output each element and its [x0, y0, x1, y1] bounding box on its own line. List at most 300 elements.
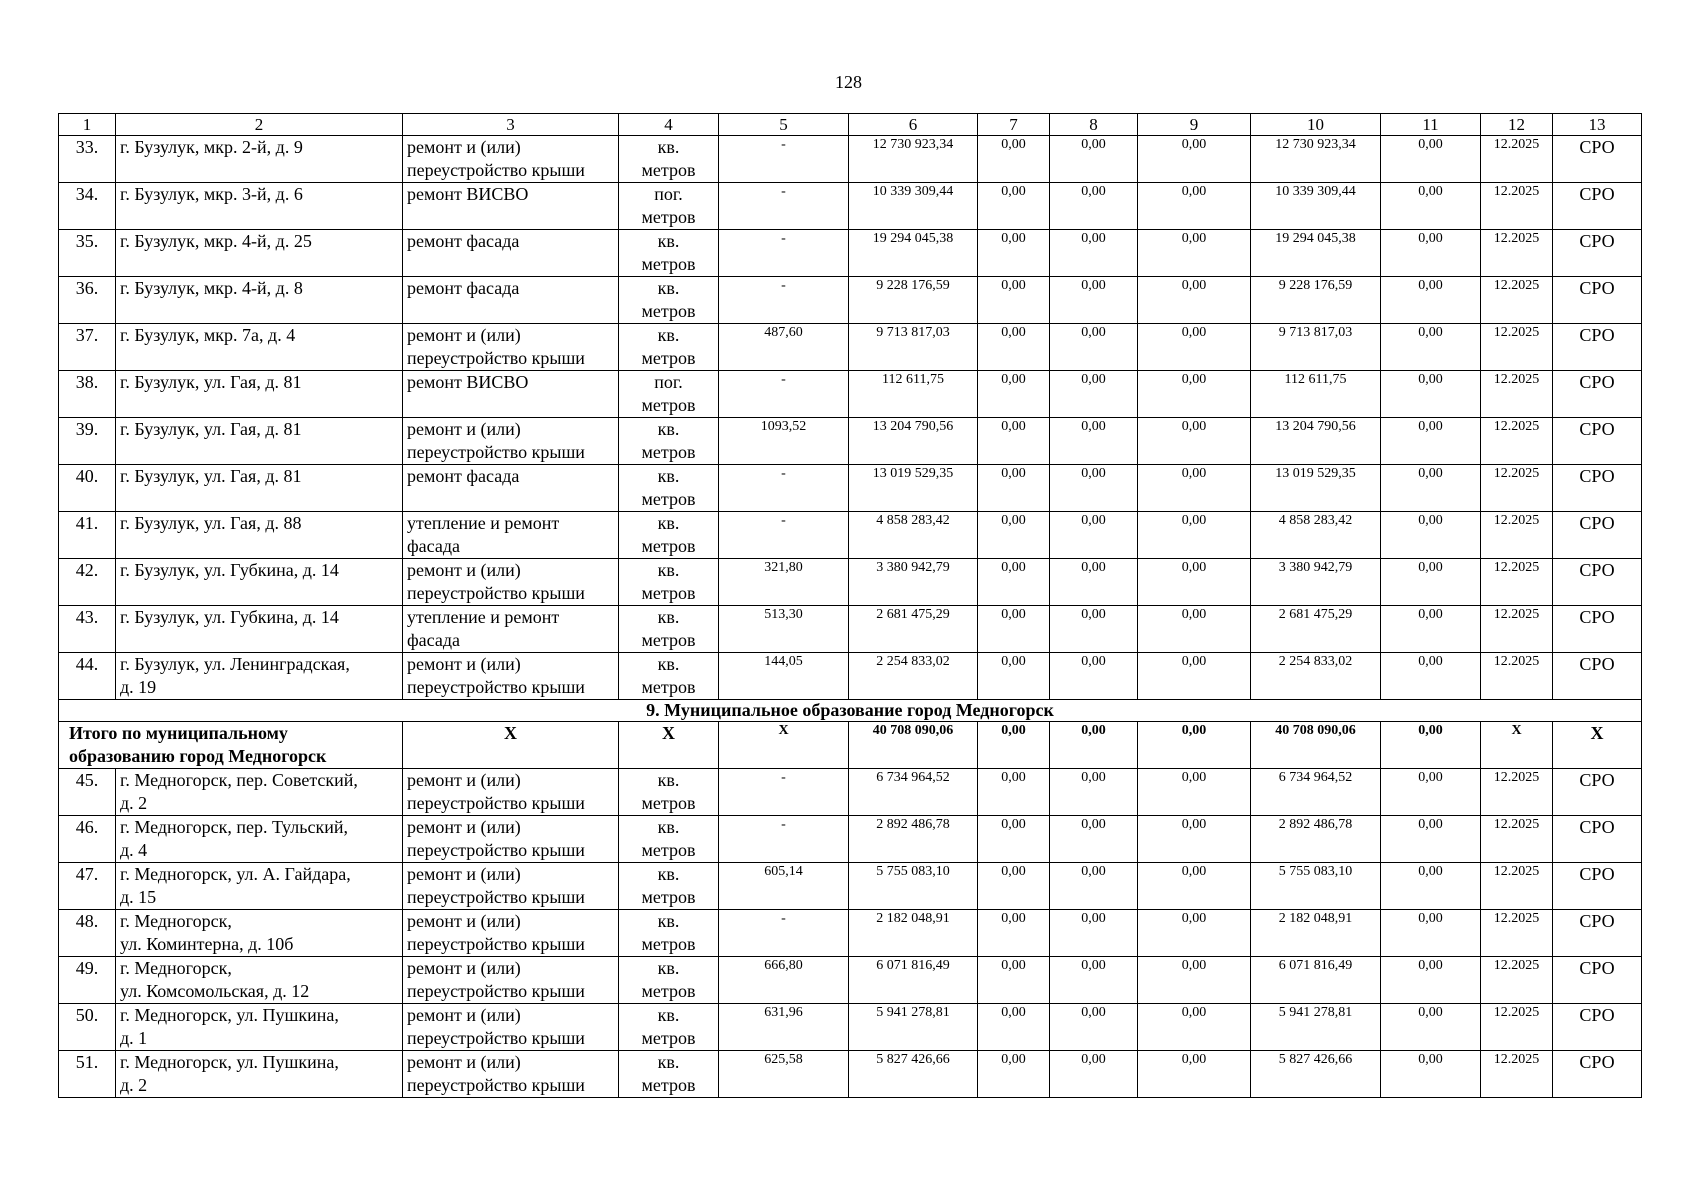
unit-cell-line: метров — [641, 887, 696, 907]
unit-cell-line: кв. — [657, 278, 680, 298]
unit-cell — [619, 1004, 719, 1051]
work-type-cell-line: утепление и ремонт — [407, 513, 560, 533]
value-cell-8: 0,00 — [1050, 512, 1138, 559]
work-type-cell-line: ремонт и (или) — [407, 419, 521, 439]
address-cell-line: д. 2 — [120, 1075, 148, 1095]
table-row — [59, 465, 1642, 512]
value-cell-11: 0,00 — [1381, 371, 1481, 418]
cost-cell: 5 827 426,66 — [849, 1051, 978, 1098]
value-cell-7: 0,00 — [978, 957, 1050, 1004]
value-cell-11: 0,00 — [1381, 465, 1481, 512]
address-cell-line: г. Бузулук, мкр. 4-й, д. 8 — [120, 278, 303, 298]
unit-cell-line: метров — [641, 934, 696, 954]
unit-cell-line: метров — [641, 981, 696, 1001]
area-cell: 513,30 — [719, 606, 849, 653]
unit-cell — [619, 653, 719, 700]
unit-cell-line: метров — [641, 1075, 696, 1095]
date-cell: 12.2025 — [1481, 653, 1553, 700]
area-cell: 144,05 — [719, 653, 849, 700]
unit-cell — [619, 512, 719, 559]
column-header-1: 1 — [59, 114, 116, 136]
value-cell-10: 6 734 964,52 — [1251, 769, 1381, 816]
cost-cell: 19 294 045,38 — [849, 230, 978, 277]
date-cell: 12.2025 — [1481, 816, 1553, 863]
work-type-cell — [403, 371, 619, 418]
address-cell-line: д. 2 — [120, 793, 148, 813]
method-cell: СРО — [1553, 559, 1642, 606]
unit-cell-line: метров — [641, 348, 696, 368]
work-type-cell-line: переустройство крыши — [407, 348, 585, 368]
row-number: 50. — [59, 1004, 116, 1051]
total-col-11: 0,00 — [1381, 722, 1481, 769]
row-number: 41. — [59, 512, 116, 559]
address-cell-line: г. Медногорск, ул. А. Гайдара, — [120, 864, 351, 884]
value-cell-9: 0,00 — [1138, 910, 1251, 957]
work-type-cell-line: фасада — [407, 630, 460, 650]
work-type-cell — [403, 230, 619, 277]
cost-cell: 3 380 942,79 — [849, 559, 978, 606]
unit-cell-line: метров — [641, 840, 696, 860]
value-cell-9: 0,00 — [1138, 816, 1251, 863]
value-cell-7: 0,00 — [978, 136, 1050, 183]
method-cell: СРО — [1553, 183, 1642, 230]
work-type-cell-line: ремонт и (или) — [407, 1005, 521, 1025]
unit-cell — [619, 606, 719, 653]
total-col-12: X — [1481, 722, 1553, 769]
unit-cell-line: метров — [641, 442, 696, 462]
row-number: 36. — [59, 277, 116, 324]
value-cell-7: 0,00 — [978, 512, 1050, 559]
value-cell-8: 0,00 — [1050, 816, 1138, 863]
value-cell-9: 0,00 — [1138, 230, 1251, 277]
area-cell: 605,14 — [719, 863, 849, 910]
work-type-cell-line: ремонт и (или) — [407, 137, 521, 157]
value-cell-8: 0,00 — [1050, 910, 1138, 957]
unit-cell-line: метров — [641, 677, 696, 697]
value-cell-8: 0,00 — [1050, 606, 1138, 653]
table-row — [59, 1051, 1642, 1098]
work-type-cell-line: ремонт и (или) — [407, 560, 521, 580]
value-cell-11: 0,00 — [1381, 324, 1481, 371]
row-number: 38. — [59, 371, 116, 418]
value-cell-8: 0,00 — [1050, 324, 1138, 371]
unit-cell-line: кв. — [657, 864, 680, 884]
work-type-cell-line: ремонт фасада — [407, 466, 520, 486]
unit-cell-line: кв. — [657, 137, 680, 157]
value-cell-9: 0,00 — [1138, 863, 1251, 910]
work-type-cell-line: ремонт фасада — [407, 231, 520, 251]
column-header-7: 7 — [978, 114, 1050, 136]
total-label-line: образованию город Медногорск — [69, 746, 327, 766]
total-col-3: X — [403, 722, 619, 769]
value-cell-9: 0,00 — [1138, 324, 1251, 371]
date-cell: 12.2025 — [1481, 465, 1553, 512]
value-cell-7: 0,00 — [978, 277, 1050, 324]
value-cell-10: 9 713 817,03 — [1251, 324, 1381, 371]
address-cell-line: г. Бузулук, ул. Гая, д. 88 — [120, 513, 302, 533]
column-header-10: 10 — [1251, 114, 1381, 136]
cost-cell: 5 755 083,10 — [849, 863, 978, 910]
value-cell-7: 0,00 — [978, 1051, 1050, 1098]
table-row — [59, 653, 1642, 700]
cost-cell: 13 204 790,56 — [849, 418, 978, 465]
value-cell-7: 0,00 — [978, 816, 1050, 863]
address-cell — [116, 957, 403, 1004]
address-cell — [116, 183, 403, 230]
table-row — [59, 371, 1642, 418]
total-col-5: X — [719, 722, 849, 769]
work-type-cell — [403, 1051, 619, 1098]
value-cell-8: 0,00 — [1050, 1004, 1138, 1051]
work-type-cell-line: ремонт и (или) — [407, 770, 521, 790]
address-cell — [116, 277, 403, 324]
work-type-cell-line: ремонт и (или) — [407, 1052, 521, 1072]
unit-cell-line: метров — [641, 1028, 696, 1048]
unit-cell — [619, 324, 719, 371]
value-cell-10: 2 681 475,29 — [1251, 606, 1381, 653]
table-row — [59, 512, 1642, 559]
table-row — [59, 559, 1642, 606]
value-cell-8: 0,00 — [1050, 371, 1138, 418]
value-cell-7: 0,00 — [978, 418, 1050, 465]
address-cell — [116, 1004, 403, 1051]
cost-cell: 13 019 529,35 — [849, 465, 978, 512]
address-cell — [116, 606, 403, 653]
unit-cell — [619, 230, 719, 277]
table-row — [59, 230, 1642, 277]
column-header-12: 12 — [1481, 114, 1553, 136]
address-cell — [116, 559, 403, 606]
method-cell: СРО — [1553, 769, 1642, 816]
value-cell-9: 0,00 — [1138, 1004, 1251, 1051]
total-col-8: 0,00 — [1050, 722, 1138, 769]
address-cell — [116, 371, 403, 418]
cost-cell: 6 071 816,49 — [849, 957, 978, 1004]
work-type-cell-line: фасада — [407, 536, 460, 556]
value-cell-9: 0,00 — [1138, 136, 1251, 183]
value-cell-9: 0,00 — [1138, 465, 1251, 512]
work-type-cell-line: переустройство крыши — [407, 840, 585, 860]
value-cell-11: 0,00 — [1381, 957, 1481, 1004]
cost-cell: 2 182 048,91 — [849, 910, 978, 957]
unit-cell-line: метров — [641, 583, 696, 603]
work-type-cell-line: утепление и ремонт — [407, 607, 560, 627]
unit-cell-line: метров — [641, 536, 696, 556]
method-cell: СРО — [1553, 371, 1642, 418]
row-number: 45. — [59, 769, 116, 816]
work-type-cell-line: переустройство крыши — [407, 934, 585, 954]
value-cell-10: 12 730 923,34 — [1251, 136, 1381, 183]
value-cell-11: 0,00 — [1381, 769, 1481, 816]
repair-plan-table — [58, 113, 1642, 1098]
work-type-cell-line: переустройство крыши — [407, 1075, 585, 1095]
method-cell: СРО — [1553, 465, 1642, 512]
row-number: 43. — [59, 606, 116, 653]
unit-cell — [619, 371, 719, 418]
value-cell-11: 0,00 — [1381, 653, 1481, 700]
method-cell: СРО — [1553, 606, 1642, 653]
work-type-cell — [403, 863, 619, 910]
total-col-4: X — [619, 722, 719, 769]
unit-cell-line: метров — [641, 160, 696, 180]
row-number: 42. — [59, 559, 116, 606]
table-row — [59, 957, 1642, 1004]
section-title-row — [59, 700, 1642, 722]
work-type-cell — [403, 816, 619, 863]
page-number: 128 — [835, 72, 862, 92]
work-type-cell — [403, 418, 619, 465]
unit-cell — [619, 183, 719, 230]
area-cell: - — [719, 371, 849, 418]
method-cell: СРО — [1553, 816, 1642, 863]
row-number: 35. — [59, 230, 116, 277]
row-number: 47. — [59, 863, 116, 910]
cost-cell: 112 611,75 — [849, 371, 978, 418]
row-number: 34. — [59, 183, 116, 230]
unit-cell — [619, 957, 719, 1004]
address-cell-line: г. Бузулук, ул. Гая, д. 81 — [120, 372, 302, 392]
value-cell-10: 2 254 833,02 — [1251, 653, 1381, 700]
address-cell — [116, 816, 403, 863]
cost-cell: 2 892 486,78 — [849, 816, 978, 863]
address-cell — [116, 512, 403, 559]
value-cell-11: 0,00 — [1381, 183, 1481, 230]
unit-cell-line: кв. — [657, 607, 680, 627]
method-cell: СРО — [1553, 1051, 1642, 1098]
address-cell — [116, 653, 403, 700]
address-cell-line: г. Медногорск, пер. Тульский, — [120, 817, 348, 837]
address-cell-line: ул. Коминтерна, д. 10б — [120, 934, 294, 954]
work-type-cell-line: ремонт и (или) — [407, 654, 521, 674]
address-cell — [116, 136, 403, 183]
method-cell: СРО — [1553, 910, 1642, 957]
date-cell: 12.2025 — [1481, 910, 1553, 957]
row-number: 48. — [59, 910, 116, 957]
area-cell: 321,80 — [719, 559, 849, 606]
value-cell-10: 13 204 790,56 — [1251, 418, 1381, 465]
area-cell: 1093,52 — [719, 418, 849, 465]
value-cell-11: 0,00 — [1381, 512, 1481, 559]
value-cell-7: 0,00 — [978, 863, 1050, 910]
method-cell: СРО — [1553, 230, 1642, 277]
value-cell-8: 0,00 — [1050, 418, 1138, 465]
value-cell-10: 13 019 529,35 — [1251, 465, 1381, 512]
address-cell-line: г. Медногорск, ул. Пушкина, — [120, 1005, 339, 1025]
value-cell-11: 0,00 — [1381, 910, 1481, 957]
unit-cell-line: кв. — [657, 1005, 680, 1025]
table-row — [59, 910, 1642, 957]
unit-cell — [619, 1051, 719, 1098]
date-cell: 12.2025 — [1481, 957, 1553, 1004]
cost-cell: 9 228 176,59 — [849, 277, 978, 324]
value-cell-11: 0,00 — [1381, 230, 1481, 277]
work-type-cell — [403, 1004, 619, 1051]
method-cell: СРО — [1553, 512, 1642, 559]
value-cell-10: 6 071 816,49 — [1251, 957, 1381, 1004]
area-cell: - — [719, 277, 849, 324]
address-cell-line: г. Бузулук, ул. Гая, д. 81 — [120, 419, 302, 439]
work-type-cell — [403, 324, 619, 371]
cost-cell: 6 734 964,52 — [849, 769, 978, 816]
column-header-8: 8 — [1050, 114, 1138, 136]
cost-cell: 4 858 283,42 — [849, 512, 978, 559]
cost-cell: 2 254 833,02 — [849, 653, 978, 700]
address-cell-line: г. Бузулук, ул. Губкина, д. 14 — [120, 560, 339, 580]
work-type-cell-line: ремонт фасада — [407, 278, 520, 298]
value-cell-7: 0,00 — [978, 230, 1050, 277]
value-cell-7: 0,00 — [978, 465, 1050, 512]
row-number: 33. — [59, 136, 116, 183]
work-type-cell — [403, 653, 619, 700]
date-cell: 12.2025 — [1481, 769, 1553, 816]
unit-cell-line: кв. — [657, 560, 680, 580]
address-cell — [116, 418, 403, 465]
work-type-cell — [403, 136, 619, 183]
date-cell: 12.2025 — [1481, 277, 1553, 324]
address-cell-line: г. Бузулук, мкр. 2-й, д. 9 — [120, 137, 303, 157]
address-cell-line: г. Медногорск, — [120, 958, 232, 978]
value-cell-11: 0,00 — [1381, 277, 1481, 324]
value-cell-10: 2 182 048,91 — [1251, 910, 1381, 957]
area-cell: - — [719, 910, 849, 957]
address-cell-line: г. Бузулук, ул. Губкина, д. 14 — [120, 607, 339, 627]
value-cell-7: 0,00 — [978, 371, 1050, 418]
work-type-cell-line: переустройство крыши — [407, 677, 585, 697]
address-cell-line: д. 15 — [120, 887, 157, 907]
unit-cell-line: метров — [641, 395, 696, 415]
value-cell-7: 0,00 — [978, 910, 1050, 957]
date-cell: 12.2025 — [1481, 863, 1553, 910]
address-cell-line: г. Бузулук, мкр. 7а, д. 4 — [120, 325, 296, 345]
value-cell-8: 0,00 — [1050, 136, 1138, 183]
value-cell-7: 0,00 — [978, 1004, 1050, 1051]
date-cell: 12.2025 — [1481, 1051, 1553, 1098]
unit-cell-line: кв. — [657, 419, 680, 439]
value-cell-9: 0,00 — [1138, 371, 1251, 418]
area-cell: - — [719, 230, 849, 277]
work-type-cell-line: переустройство крыши — [407, 160, 585, 180]
unit-cell-line: метров — [641, 301, 696, 321]
unit-cell-line: метров — [641, 207, 696, 227]
total-label — [59, 722, 403, 769]
work-type-cell — [403, 957, 619, 1004]
value-cell-7: 0,00 — [978, 653, 1050, 700]
column-header-13: 13 — [1553, 114, 1642, 136]
address-cell — [116, 863, 403, 910]
value-cell-10: 112 611,75 — [1251, 371, 1381, 418]
value-cell-8: 0,00 — [1050, 1051, 1138, 1098]
area-cell: - — [719, 512, 849, 559]
address-cell — [116, 769, 403, 816]
unit-cell — [619, 418, 719, 465]
cost-cell: 2 681 475,29 — [849, 606, 978, 653]
value-cell-10: 2 892 486,78 — [1251, 816, 1381, 863]
value-cell-8: 0,00 — [1050, 559, 1138, 606]
table-row — [59, 863, 1642, 910]
area-cell: - — [719, 465, 849, 512]
work-type-cell-line: ремонт и (или) — [407, 958, 521, 978]
value-cell-9: 0,00 — [1138, 653, 1251, 700]
value-cell-11: 0,00 — [1381, 816, 1481, 863]
value-cell-8: 0,00 — [1050, 957, 1138, 1004]
work-type-cell-line: переустройство крыши — [407, 442, 585, 462]
method-cell: СРО — [1553, 277, 1642, 324]
unit-cell-line: кв. — [657, 466, 680, 486]
value-cell-11: 0,00 — [1381, 863, 1481, 910]
value-cell-10: 10 339 309,44 — [1251, 183, 1381, 230]
value-cell-9: 0,00 — [1138, 512, 1251, 559]
area-cell: - — [719, 816, 849, 863]
cost-cell: 5 941 278,81 — [849, 1004, 978, 1051]
value-cell-7: 0,00 — [978, 183, 1050, 230]
method-cell: СРО — [1553, 653, 1642, 700]
work-type-cell-line: ремонт и (или) — [407, 864, 521, 884]
total-col-13: X — [1553, 722, 1642, 769]
date-cell: 12.2025 — [1481, 183, 1553, 230]
value-cell-8: 0,00 — [1050, 769, 1138, 816]
row-number: 44. — [59, 653, 116, 700]
value-cell-9: 0,00 — [1138, 183, 1251, 230]
unit-cell-line: кв. — [657, 231, 680, 251]
address-cell-line: д. 1 — [120, 1028, 148, 1048]
value-cell-9: 0,00 — [1138, 606, 1251, 653]
area-cell: - — [719, 183, 849, 230]
unit-cell-line: кв. — [657, 817, 680, 837]
table-row — [59, 136, 1642, 183]
area-cell: - — [719, 136, 849, 183]
column-number-row — [59, 114, 1642, 136]
value-cell-8: 0,00 — [1050, 230, 1138, 277]
value-cell-10: 9 228 176,59 — [1251, 277, 1381, 324]
total-col-10: 40 708 090,06 — [1251, 722, 1381, 769]
work-type-cell — [403, 910, 619, 957]
value-cell-8: 0,00 — [1050, 653, 1138, 700]
row-number: 39. — [59, 418, 116, 465]
unit-cell-line: кв. — [657, 513, 680, 533]
row-number: 46. — [59, 816, 116, 863]
method-cell: СРО — [1553, 957, 1642, 1004]
unit-cell-line: кв. — [657, 654, 680, 674]
unit-cell-line: кв. — [657, 911, 680, 931]
value-cell-11: 0,00 — [1381, 606, 1481, 653]
address-cell-line: г. Бузулук, ул. Ленинградская, — [120, 654, 350, 674]
value-cell-9: 0,00 — [1138, 1051, 1251, 1098]
total-cost: 40 708 090,06 — [849, 722, 978, 769]
unit-cell-line: пог. — [654, 184, 683, 204]
table-row — [59, 606, 1642, 653]
address-cell-line: г. Бузулук, мкр. 4-й, д. 25 — [120, 231, 312, 251]
work-type-cell — [403, 277, 619, 324]
area-cell: 631,96 — [719, 1004, 849, 1051]
value-cell-9: 0,00 — [1138, 418, 1251, 465]
work-type-cell — [403, 559, 619, 606]
unit-cell-line: пог. — [654, 372, 683, 392]
unit-cell-line: кв. — [657, 1052, 680, 1072]
date-cell: 12.2025 — [1481, 230, 1553, 277]
value-cell-10: 5 827 426,66 — [1251, 1051, 1381, 1098]
value-cell-10: 5 755 083,10 — [1251, 863, 1381, 910]
work-type-cell — [403, 183, 619, 230]
address-cell-line: ул. Комсомольская, д. 12 — [120, 981, 310, 1001]
address-cell — [116, 465, 403, 512]
work-type-cell — [403, 465, 619, 512]
date-cell: 12.2025 — [1481, 512, 1553, 559]
address-cell-line: г. Медногорск, ул. Пушкина, — [120, 1052, 339, 1072]
table-row — [59, 324, 1642, 371]
total-row — [59, 722, 1642, 769]
date-cell: 12.2025 — [1481, 606, 1553, 653]
address-cell-line: д. 4 — [120, 840, 148, 860]
